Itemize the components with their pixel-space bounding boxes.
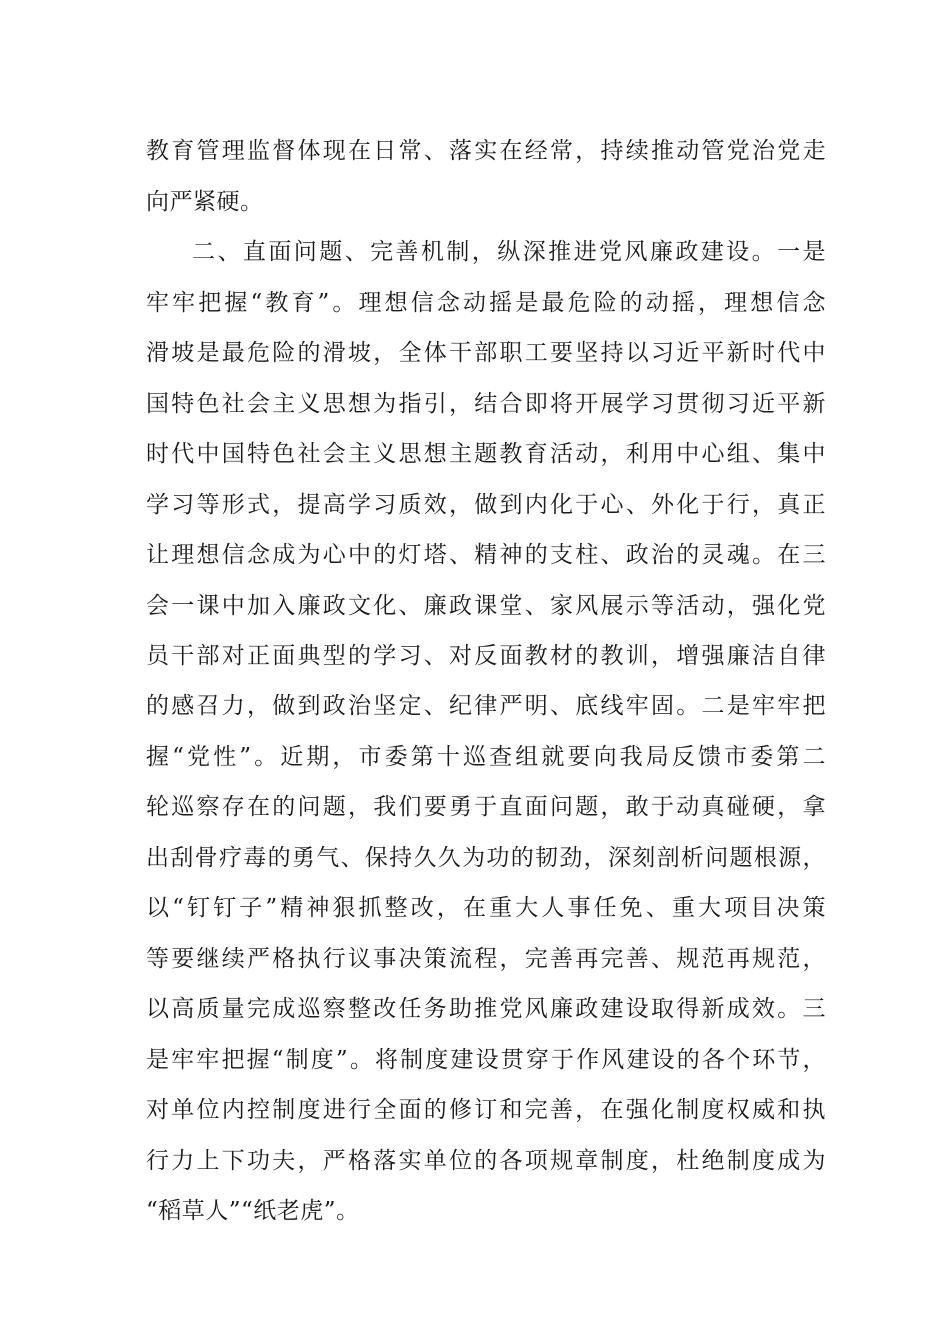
body-text-line: 行力上下功夫，严格落实单位的各项规章制度，杜绝制度成为	[146, 1148, 826, 1174]
section-heading-line: 二、直面问题、完善机制，纵深推进党风廉政建设。一是	[192, 239, 826, 265]
body-text-line: 学习等形式，提高学习质效，做到内化于心、外化于行，真正	[146, 492, 826, 518]
body-text-line: “稻草人”“纸老虎”。	[146, 1198, 360, 1224]
body-text-line: 握“党性”。近期，市委第十巡查组就要向我局反馈市委第二	[146, 744, 826, 770]
body-text-line: 轮巡察存在的问题，我们要勇于直面问题，敢于动真碰硬，拿	[146, 794, 826, 820]
body-text-line: 等要继续严格执行议事决策流程，完善再完善、规范再规范，	[146, 946, 826, 972]
body-text-line: 出刮骨疗毒的勇气、保持久久为功的韧劲，深刻剖析问题根源，	[146, 845, 826, 871]
body-text-line: 教育管理监督体现在日常、落实在经常，持续推动管党治党走	[146, 138, 826, 164]
body-text-line: 滑坡是最危险的滑坡，全体干部职工要坚持以习近平新时代中	[146, 340, 826, 366]
body-text-line: 让理想信念成为心中的灯塔、精神的支柱、政治的灵魂。在三	[146, 542, 826, 568]
body-text-line: 向严紧硬。	[146, 189, 264, 215]
body-text-line: 时代中国特色社会主义思想主题教育活动，利用中心组、集中	[146, 441, 826, 467]
body-text-line: 是牢牢把握“制度”。将制度建设贯穿于作风建设的各个环节，	[146, 1047, 826, 1073]
body-text-line: 员干部对正面典型的学习、对反面教材的教训，增强廉洁自律	[146, 643, 826, 669]
body-text-line: 以“钉钉子”精神狠抓整改，在重大人事任免、重大项目决策	[146, 895, 826, 921]
body-text-line: 会一课中加入廉政文化、廉政课堂、家风展示等活动，强化党	[146, 593, 826, 619]
body-text-line: 以高质量完成巡察整改任务助推党风廉政建设取得新成效。三	[146, 996, 826, 1022]
body-text-line: 牢牢把握“教育”。理想信念动摇是最危险的动摇，理想信念	[146, 290, 826, 316]
body-text-line: 的感召力，做到政治坚定、纪律严明、底线牢固。二是牢牢把	[146, 693, 826, 719]
body-text-line: 对单位内控制度进行全面的修订和完善，在强化制度权威和执	[146, 1097, 826, 1123]
body-text-line: 国特色社会主义思想为指引，结合即将开展学习贯彻习近平新	[146, 391, 826, 417]
